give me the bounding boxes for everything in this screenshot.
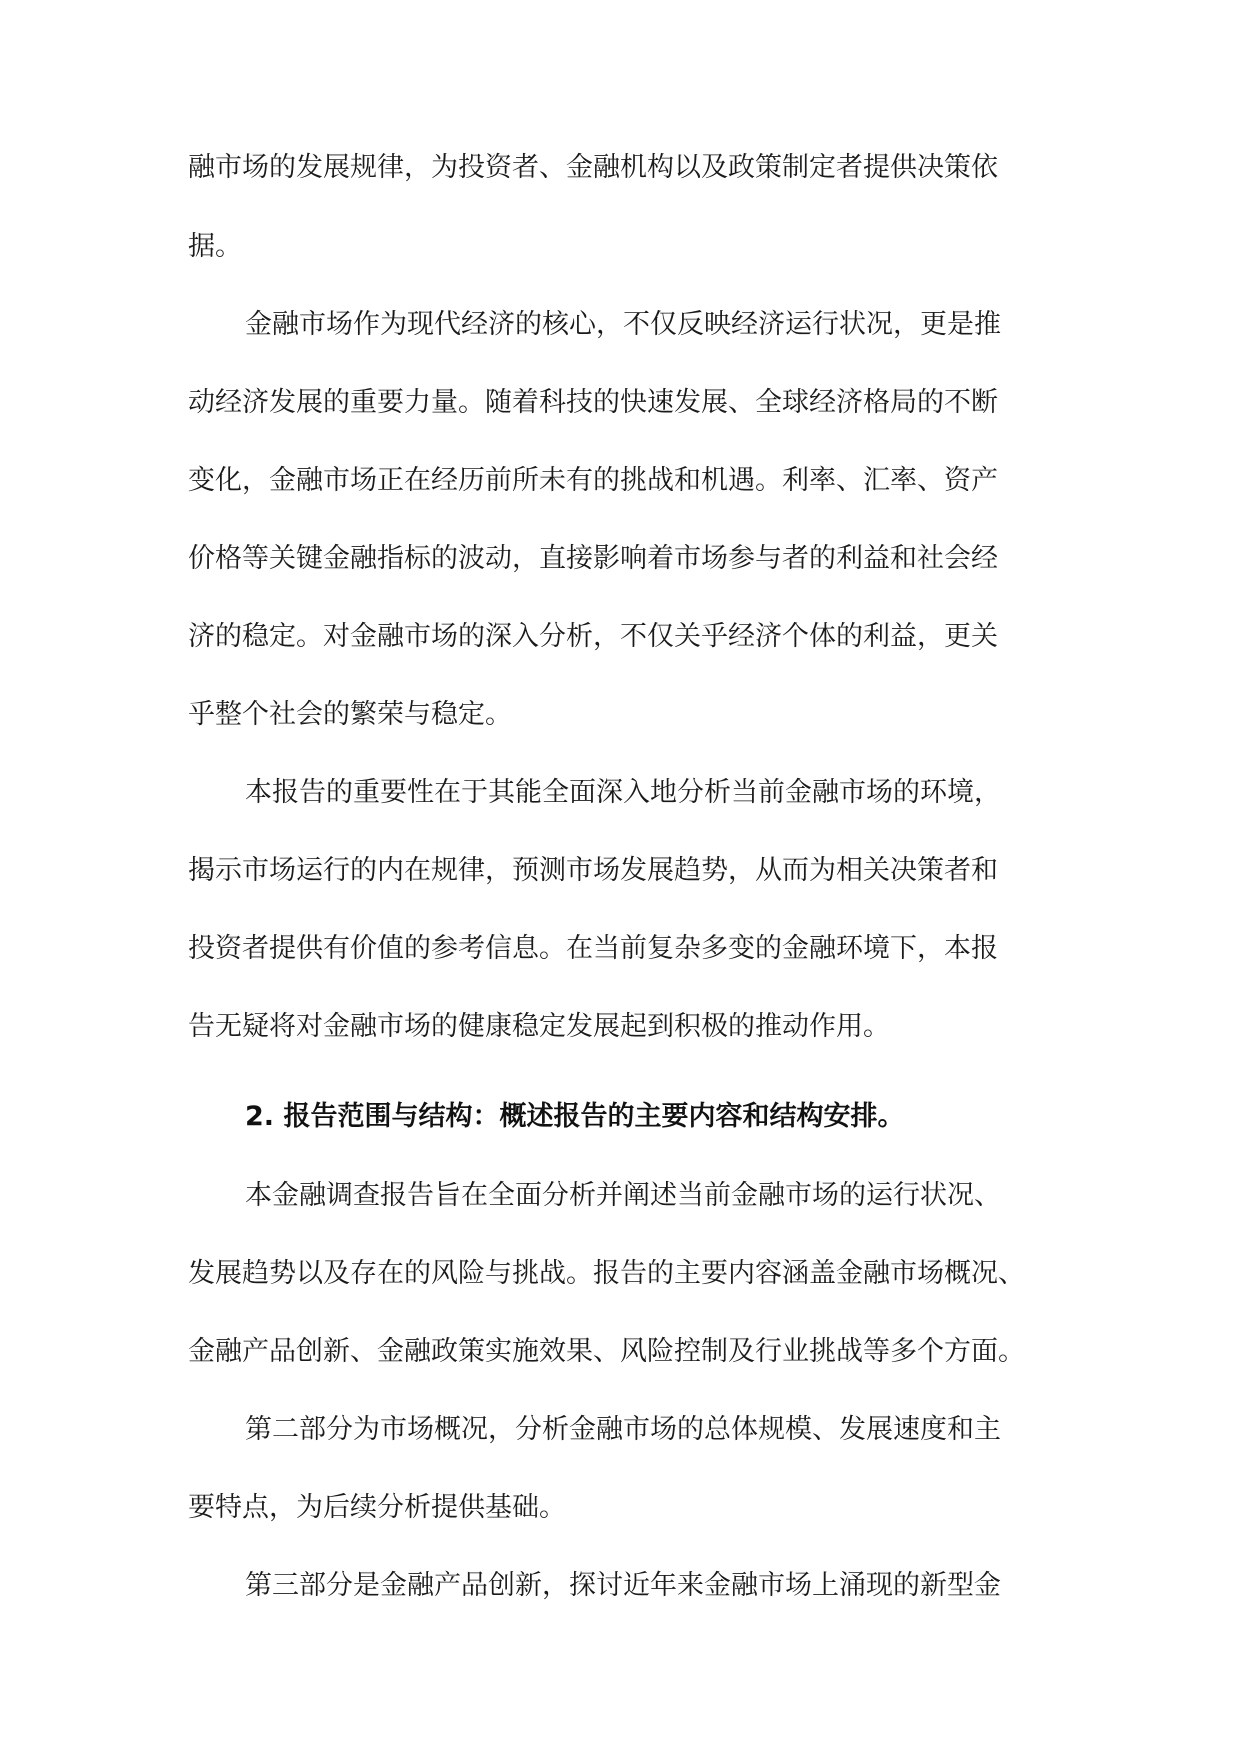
paragraph-line: 发展趋势以及存在的风险与挑战。报告的主要内容涵盖金融市场概况、 — [188, 1258, 1025, 1289]
paragraph-line: 第三部分是金融产品创新，探讨近年来金融市场上涌现的新型金 — [245, 1570, 1001, 1601]
paragraph-line: 济的稳定。对金融市场的深入分析，不仅关乎经济个体的利益，更关 — [188, 621, 998, 652]
section-heading: 2. 报告范围与结构：概述报告的主要内容和结构安排。 — [245, 1101, 905, 1132]
paragraph-line: 告无疑将对金融市场的健康稳定发展起到积极的推动作用。 — [188, 1011, 890, 1042]
paragraph-line: 据。 — [188, 231, 242, 262]
paragraph-line: 要特点，为后续分析提供基础。 — [188, 1492, 566, 1523]
paragraph-line: 金融市场作为现代经济的核心，不仅反映经济运行状况，更是推 — [245, 309, 1001, 340]
paragraph-line: 本报告的重要性在于其能全面深入地分析当前金融市场的环境， — [245, 777, 1001, 808]
paragraph-line: 揭示市场运行的内在规律，预测市场发展趋势，从而为相关决策者和 — [188, 855, 998, 886]
paragraph-line: 动经济发展的重要力量。随着科技的快速发展、全球经济格局的不断 — [188, 387, 998, 418]
paragraph-line: 乎整个社会的繁荣与稳定。 — [188, 699, 512, 730]
paragraph-line: 第二部分为市场概况，分析金融市场的总体规模、发展速度和主 — [245, 1414, 1001, 1445]
paragraph-line: 金融产品创新、金融政策实施效果、风险控制及行业挑战等多个方面。 — [188, 1336, 1025, 1367]
paragraph-line: 投资者提供有价值的参考信息。在当前复杂多变的金融环境下，本报 — [188, 933, 998, 964]
paragraph-line: 变化，金融市场正在经历前所未有的挑战和机遇。利率、汇率、资产 — [188, 465, 998, 496]
paragraph-line: 本金融调查报告旨在全面分析并阐述当前金融市场的运行状况、 — [245, 1180, 1001, 1211]
paragraph-line: 融市场的发展规律，为投资者、金融机构以及政策制定者提供决策依 — [188, 152, 998, 183]
paragraph-line: 价格等关键金融指标的波动，直接影响着市场参与者的利益和社会经 — [188, 543, 998, 574]
